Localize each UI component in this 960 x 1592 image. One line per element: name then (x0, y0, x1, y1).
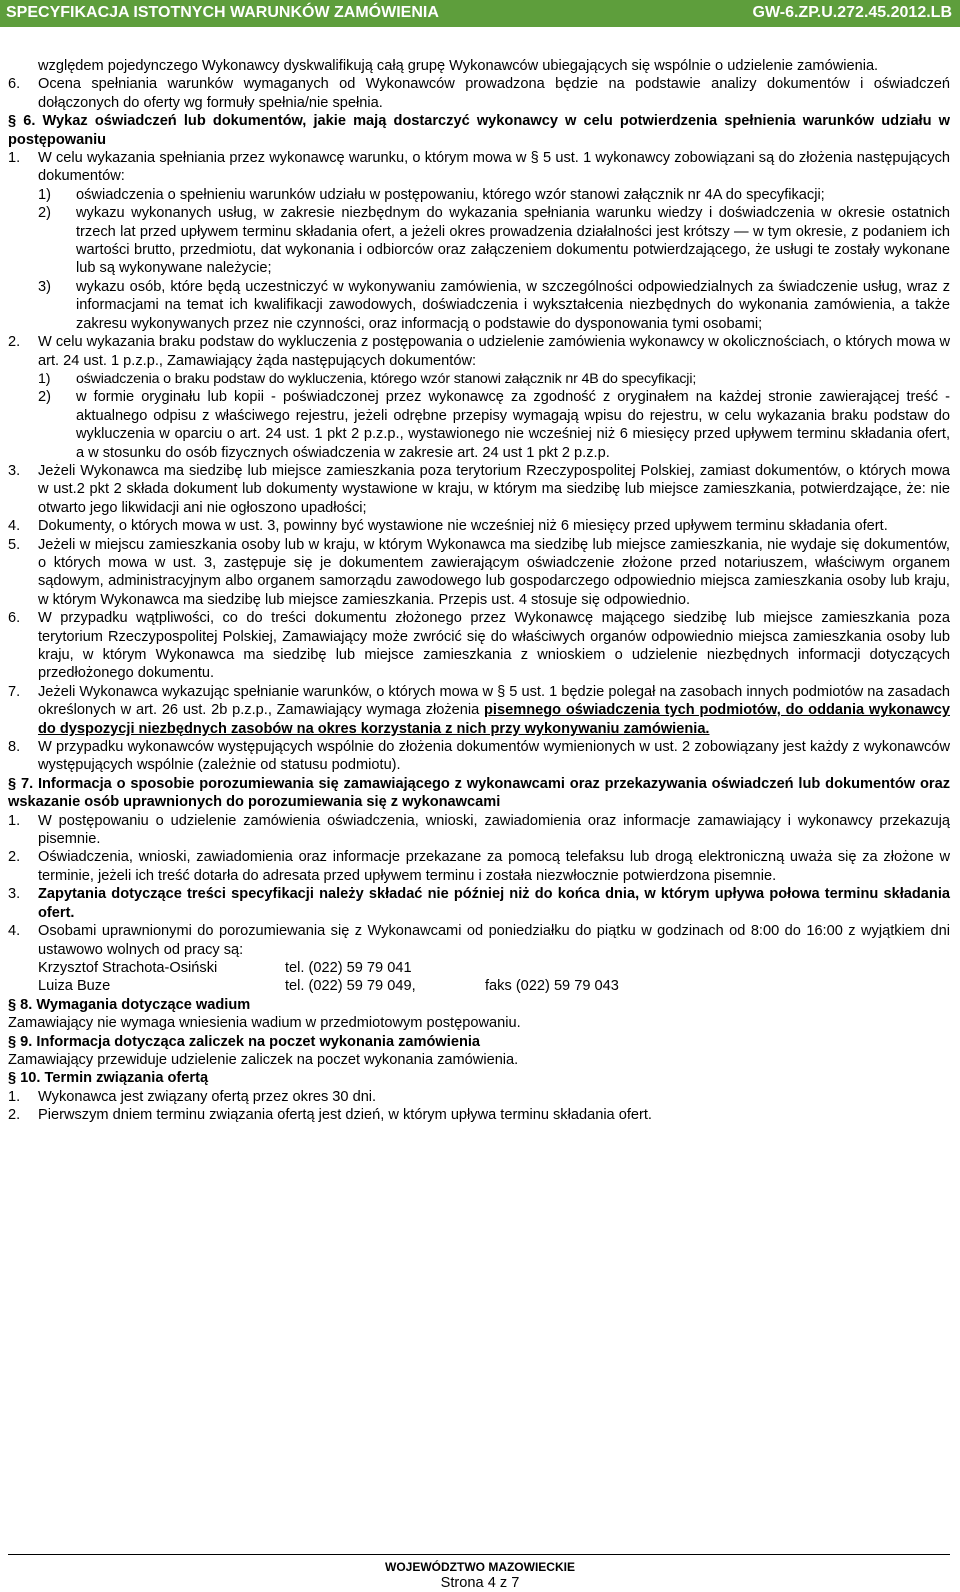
item-number: 2. (8, 849, 21, 866)
contact-row (8, 959, 950, 977)
list-item (8, 922, 950, 959)
contact-row (8, 977, 950, 995)
list-item (8, 812, 950, 849)
section-heading: § 7. Informacja o sposobie porozumiewania się zamawiającego z wykonawcami oraz przekazywania oświadczeń lub dokumentów oraz wskazanie osób uprawnionych do porozumiewania się z wykonawcami (8, 775, 950, 811)
sub-item (8, 204, 950, 278)
item-number: 1. (8, 150, 21, 167)
document-title: SPECYFIKACJA ISTOTNYCH WARUNKÓW ZAMÓWIENIA (6, 4, 439, 21)
section-heading: § 8. Wymagania dotyczące wadium (8, 996, 251, 1013)
contact-phone: tel. (022) 59 79 041 (285, 959, 412, 976)
item-text: Wykonawca jest związany ofertą przez okres 30 dni. (38, 1088, 377, 1105)
paragraph: względem pojedynczego Wykonawcy dyskwalifikują całą grupę Wykonawców ubiegających się wspólnie o udzielenie zamówienia. (38, 58, 879, 74)
case-number: GW-6.ZP.U.272.45.2012.LB (752, 4, 952, 21)
list-item (8, 536, 950, 610)
item-text: Osobami uprawnionymi do porozumiewania się z Wykonawcami od poniedziałku do piątku w godzinach od 8:00 do 16:00 z wyjątkiem dni ustawowo wolnych od pracy są: (38, 923, 950, 958)
item-number: 1) (38, 186, 51, 203)
document-header (0, 0, 960, 27)
item-number: 1) (38, 370, 51, 387)
item-number: 2) (38, 389, 51, 406)
item-text: W przypadku wątpliwości, co do treści dokumentu złożonego przez Wykonawcę mającego siedzibę lub miejsce zamieszkania poza terytorium Rzeczypospolitej Polskiej, Zamawiający może zwrócić się do właściwych organów odpowiednio miejsca zamieszkania osoby lub kraju, w którym Wykonawca ma siedzibę lub miejsce zamieszkania z wnioskiem o udzielenie niezbędnych informacji dotyczących przedłożonego dokumentu. (38, 610, 950, 682)
list-item (8, 149, 950, 186)
item-number: 3. (8, 886, 21, 903)
section-heading: § 10. Termin związania ofertą (8, 1070, 209, 1087)
item-text: Dokumenty, o których mowa w ust. 3, powinny być wystawione nie wcześniej niż 6 miesięcy przed upływem terminu składania ofert. (38, 518, 888, 535)
item-text: wykazu wykonanych usług, w zakresie niezbędnym do wykazania spełniania warunku wiedzy i doświadczenia w okresie ostatnich trzech lat przed upływem terminu składania ofert, a jeżeli okres prowadzenia działalności jest krótszy — w tym okresie, z podaniem ich wartości brutto, przedmiotu, dat wykonania i odbiorców oraz załączeniem dokumentu potwierdzającego, że usługi te zostały wykonane lub są wykonywane należycie; (76, 205, 950, 277)
sub-item (8, 186, 950, 204)
item-number: 5. (8, 536, 21, 553)
item-text: W celu wykazania braku podstaw do wykluczenia z postępowania o udzielenie zamówienia wykonawcy w okolicznościach, o których mowa w art. 24 ust. 1 p.z.p., Zamawiający żąda następujących dokumentów: (38, 334, 950, 369)
item-number: 7. (8, 683, 21, 700)
item-number: 6. (8, 610, 21, 627)
list-item (8, 1088, 950, 1106)
item-number: 4. (8, 923, 21, 940)
contact-phone: tel. (022) 59 79 049, (285, 978, 416, 995)
item-text: Pierwszym dniem terminu związania ofertą jest dzień, w którym upływa terminu składania ofert. (38, 1107, 652, 1124)
paragraph: Zamawiający przewiduje udzielenie zaliczek na poczet wykonania zamówienia. (8, 1051, 519, 1068)
contact-name: Krzysztof Strachota-Osiński (38, 959, 218, 976)
item-text: oświadczenia o spełnieniu warunków udziału w postępowaniu, którego wzór stanowi załącznik nr 4A do specyfikacji; (76, 186, 825, 203)
item-text: w formie oryginału lub kopii - poświadczonej przez wykonawcę za zgodność z oryginałem na każdej stronie zawierającej treść - aktualnego odpisu z właściwego rejestru, jeżeli odrębne przepisy wymagają wpisu do rejestru, w celu wykazania braku podstaw do wykluczenia w oparciu o art. 24 ust. 1 pkt 2 p.z.p., wystawionego nie wcześniej niż 6 miesięcy przed upływem terminu składania ofert, a w stosunku do osób fizycznych oświadczenia w zakresie art. 24 ust 1 pkt 2 p.z.p. (76, 389, 950, 461)
contact-name: Luiza Buze (38, 978, 111, 995)
footer-organization: WOJEWÓDZTWO MAZOWIECKIE (385, 1560, 575, 1574)
footer-divider (8, 1554, 950, 1555)
item-text: W postępowaniu o udzielenie zamówienia oświadczenia, wnioski, zawiadomienia oraz informacje zamawiający i wykonawcy przekazują pisemnie. (38, 812, 950, 848)
item-number: 6. (8, 76, 21, 93)
list-item (8, 462, 950, 517)
item-text: Ocena spełniania warunków wymaganych od Wykonawców prowadzona będzie na podstawie analizy dokumentów i oświadczeń dołączonych do oferty wg formuły spełnia/nie spełnia. (38, 76, 950, 111)
item-text: wykazu osób, które będą uczestniczyć w wykonywaniu zamówienia, w szczególności odpowiedzialnych za świadczenie usług, wraz z informacjami na temat ich kwalifikacji zawodowych, doświadczenia i wykształcenia niezbędnych do wykonania zamówienia, a także zakresu wykonywanych przez nie czynności, oraz informacją o podstawie do dysponowania tymi osobami; (76, 278, 950, 332)
document-body (8, 57, 950, 1125)
contact-fax: faks (022) 59 79 043 (485, 978, 619, 995)
item-number: 2. (8, 334, 21, 351)
item-text: Jeżeli Wykonawca ma siedzibę lub miejsce zamieszkania poza terytorium Rzeczypospolitej Polskiej, zamiast dokumentów, o których mowa w ust.2 pkt 2 składa dokument lub dokumenty wystawione w kraju, w którym ma siedzibę lub miejsce zamieszkania, potwierdzające, że: nie otwarto jego likwidacji ani nie ogłoszono upadłości; (38, 462, 950, 516)
item-number: 1. (8, 1088, 21, 1105)
list-item (8, 1106, 950, 1124)
list-item (8, 609, 950, 683)
item-text-part: Jeżeli Wykonawca wykazując spełnianie warunków, o których mowa w § 5 ust. 1 będzie polegał na zasobach innych podmiotów na zasadach określonych w art. 26 ust. 2b p.z.p., Zamawiający wymaga złożenia (38, 683, 950, 719)
item-number: 2. (8, 1107, 21, 1124)
sub-item (8, 278, 950, 333)
section-heading: § 9. Informacja dotycząca zaliczek na poczet wykonania zamówienia (8, 1033, 481, 1050)
item-number: 3) (38, 278, 51, 295)
list-item (8, 75, 950, 112)
list-item (8, 517, 950, 535)
item-number: 3. (8, 462, 21, 479)
paragraph: Zamawiający nie wymaga wniesienia wadium w przedmiotowym postępowaniu. (8, 1015, 521, 1032)
item-text: W celu wykazania spełniania przez wykonawcę warunku, o którym mowa w § 5 ust. 1 wykonawcy zobowiązani są do złożenia następujących dokumentów: (38, 150, 950, 185)
item-text: W przypadku wykonawców występujących wspólnie do złożenia dokumentów wymienionych w ust. 2 zobowiązany jest każdy z wykonawców występujących wspólnie (zależnie od statusu podmiotu). (38, 739, 950, 774)
section-heading: § 6. Wykaz oświadczeń lub dokumentów, jakie mają dostarczyć wykonawcy w celu potwierdzenia spełnienia warunków udziału w postępowaniu (8, 113, 950, 148)
item-text: Zapytania dotyczące treści specyfikacji należy składać nie później niż do końca dnia, w którym upływa połowa terminu składania ofert. (38, 886, 950, 921)
item-text: oświadczenia o braku podstaw do wykluczenia, którego wzór stanowi załącznik nr 4B do specyfikacji; (76, 370, 697, 387)
list-item (8, 885, 950, 922)
list-item (8, 738, 950, 775)
list-item (8, 848, 950, 885)
sub-item (8, 388, 950, 462)
item-text (38, 683, 950, 738)
item-text: Oświadczenia, wnioski, zawiadomienia oraz informacje przekazane za pomocą telefaksu lub drogą elektroniczną uważa się za złożone w terminie, jeżeli ich treść dotarła do adresata przed upływem terminu i została niezwłocznie potwierdzona pisemnie. (38, 849, 950, 884)
item-number: 2) (38, 205, 51, 222)
emphasized-text: pisemnego oświadczenia tych podmiotów, do oddania wykonawcy do dyspozycji niezbędnych zasobów na okres korzystania z nich przy wykonywaniu zamówienia. (38, 702, 950, 737)
list-item (8, 333, 950, 370)
page-number: Strona 4 z 7 (440, 1575, 520, 1591)
item-number: 8. (8, 739, 21, 756)
item-text: Jeżeli w miejscu zamieszkania osoby lub w kraju, w którym Wykonawca ma siedzibę lub miejsce zamieszkania, nie wydaje się dokumentów, o których mowa w ust. 3, zastępuje się je dokumentem zawierającym oświadczenie złożone przed notariuszem, właściwym organem sądowym, administracyjnym albo organem samorządu zawodowego lub gospodarczego odpowiednio miejsca zamieszkania osoby lub kraju, w którym Wykonawca ma siedzibę lub miejsce zamieszkania. Przepis ust. 4 stosuje się odpowiednio. (38, 536, 950, 608)
page-footer (0, 1560, 960, 1592)
sub-item (8, 370, 950, 388)
list-item (8, 683, 950, 738)
item-number: 1. (8, 812, 21, 829)
item-number: 4. (8, 518, 21, 535)
